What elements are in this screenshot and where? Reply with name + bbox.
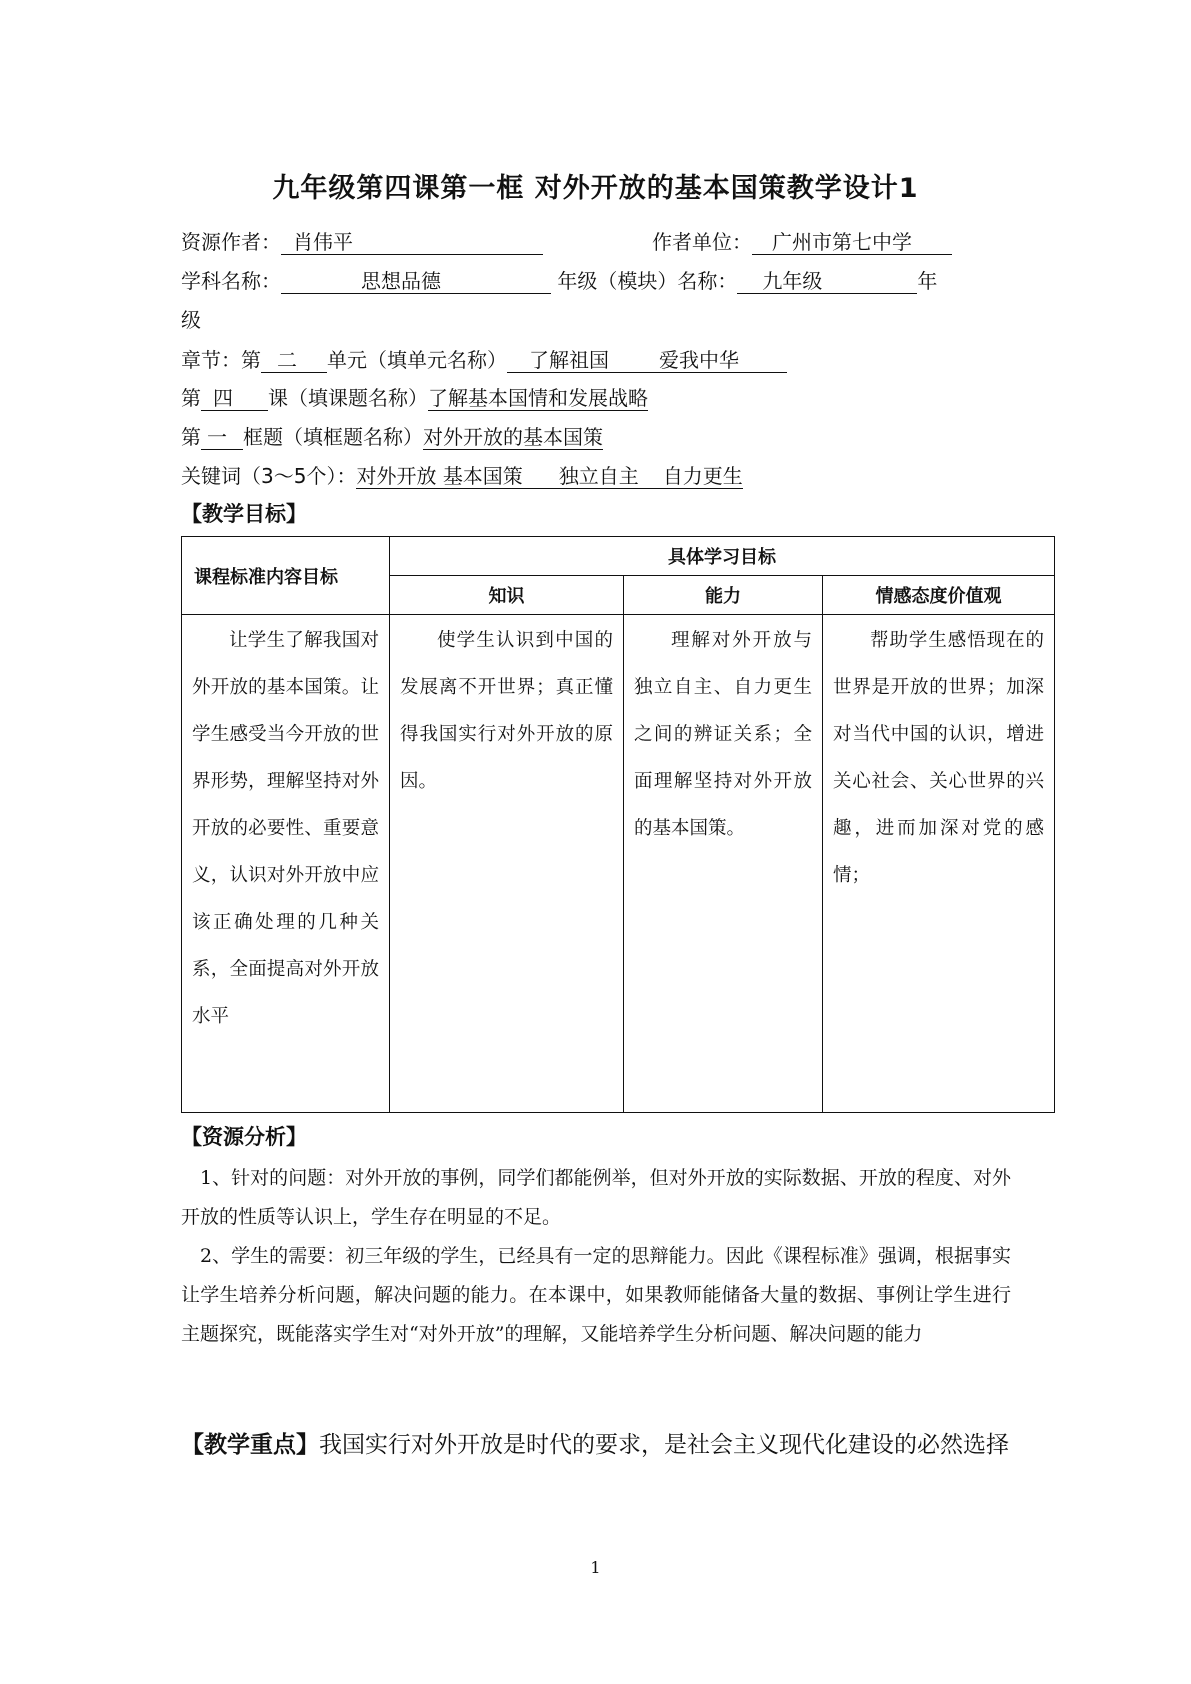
subject-label: 学科名称： <box>181 269 281 293</box>
author-label: 资源作者： <box>181 230 281 254</box>
unit-group <box>652 228 952 256</box>
keyword-4: 自力更生 <box>662 464 743 488</box>
frame-prefix: 第 <box>181 425 201 449</box>
keyword-3: 独立自主 <box>558 464 639 488</box>
grade-label: 年级（模块）名称： <box>557 269 738 293</box>
lesson-prefix: 第 <box>181 386 201 410</box>
frame-number: 一 <box>201 425 243 450</box>
goals-table <box>181 536 1055 1113</box>
knowledge-cell: 使学生认识到中国的发展离不开世界；真正懂得我国实行对外开放的原因。 <box>390 615 624 1113</box>
header-knowledge: 知识 <box>390 576 624 615</box>
lesson-line <box>181 384 648 412</box>
focus-section <box>181 1421 1011 1469</box>
subject-value: 思想品德 <box>281 269 551 294</box>
focus-text: 我国实行对外开放是时代的要求，是社会主义现代化建设的必然选择 <box>319 1432 1009 1458</box>
lesson-mid: 课（填课题名称） <box>268 386 428 410</box>
page-number: 1 <box>590 1558 601 1577</box>
keyword-2: 基本国策 <box>442 464 523 488</box>
chapter-mid: 单元（填单元名称） <box>327 348 507 372</box>
header-standard: 课程标准内容目标 <box>182 537 390 615</box>
frame-name: 对外开放的基本国策 <box>423 425 603 449</box>
lesson-name: 了解基本国情和发展战略 <box>428 386 648 410</box>
unit-label: 作者单位： <box>652 230 752 254</box>
document-title: 九年级第四课第一框 对外开放的基本国策教学设计1 <box>272 173 919 204</box>
chapter-number: 二 <box>261 348 327 373</box>
grade-suffix: 年 <box>917 269 938 293</box>
grade-suffix-line: 级 <box>181 308 201 332</box>
attitude-cell: 帮助学生感悟现在的世界是开放的世界；加深对当代中国的认识，增进关心社会、关心世界的兴趣，进而加深对党的感情； <box>823 615 1055 1113</box>
goals-heading: 【教学目标】 <box>181 502 307 526</box>
analysis-paragraph-2: 2、学生的需要：初三年级的学生，已经具有一定的思辩能力。因此《课程标准》强调，根据事实让学生培养分析问题，解决问题的能力。在本课中，如果教师能储备大量的数据、事例让学生进行主题探究，既能落实学生对“对外开放”的理解，又能培养学生分析问题、解决问题的能力 <box>181 1245 1011 1345</box>
header-attitude: 情感态度价值观 <box>823 576 1055 615</box>
keyword-1: 对外开放 <box>356 464 437 488</box>
chapter-prefix: 章节：第 <box>181 348 261 372</box>
keywords-line <box>181 462 743 490</box>
analysis-heading: 【资源分析】 <box>181 1125 307 1149</box>
keywords-label: 关键词（3～5个）： <box>181 464 357 488</box>
chapter-name-b: 爱我中华 <box>659 348 739 372</box>
chapter-name <box>507 348 787 373</box>
chapter-line <box>181 346 787 374</box>
analysis-paragraph-1: 1、针对的问题：对外开放的事例，同学们都能例举，但对外开放的实际数据、开放的程度、对外开放的性质等认识上，学生存在明显的不足。 <box>181 1167 1011 1228</box>
focus-heading: 【教学重点】 <box>181 1432 319 1458</box>
chapter-name-a: 了解祖国 <box>529 348 609 372</box>
author-value: 肖伟平 <box>281 230 543 255</box>
author-line <box>181 228 912 256</box>
frame-mid: 框题（填框题名称） <box>243 425 423 449</box>
grade-value: 九年级 <box>737 269 917 294</box>
standard-cell: 让学生了解我国对外开放的基本国策。让学生感受当今开放的世界形势，理解坚持对外开放的必要性、重要意义，认识对外开放中应该正确处理的几种关系，全面提高对外开放水平 <box>182 615 390 1113</box>
header-specific: 具体学习目标 <box>390 537 1055 576</box>
lesson-number: 四 <box>201 386 268 411</box>
keywords-value <box>356 464 742 489</box>
unit-value: 广州市第七中学 <box>752 230 952 255</box>
subject-line <box>181 267 937 295</box>
header-ability: 能力 <box>624 576 823 615</box>
ability-cell: 理解对外开放与独立自主、自力更生之间的辨证关系；全面理解坚持对外开放的基本国策。 <box>624 615 823 1113</box>
frame-line <box>181 423 603 451</box>
